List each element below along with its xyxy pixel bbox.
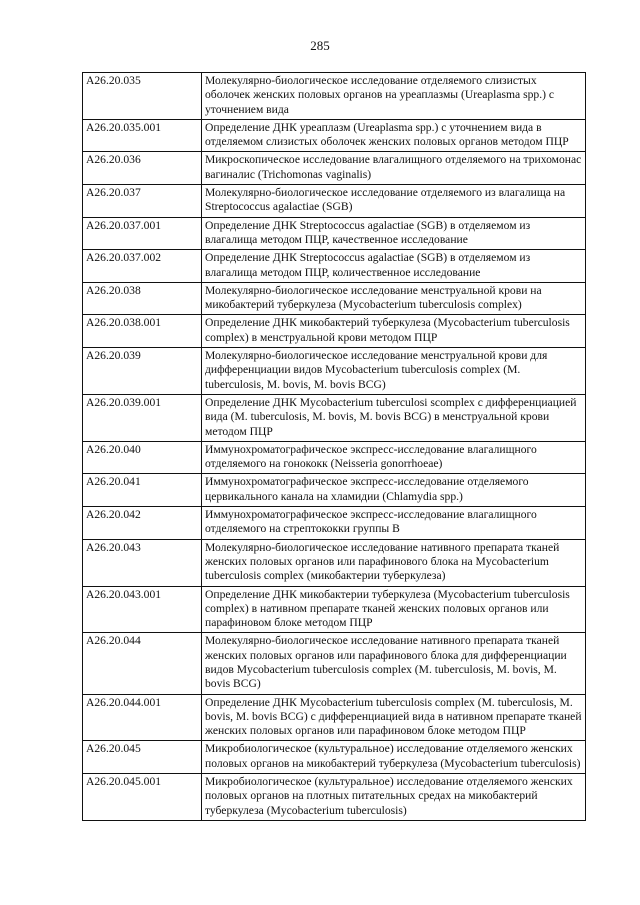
- service-description-cell: Определение ДНК Streptococcus agalactiae (SGB) в отделяемом из влагалища методом ПЦР, качественное исследование: [202, 217, 586, 250]
- service-codes-table-body: [83, 73, 586, 821]
- table-row: [83, 73, 586, 120]
- service-code-cell: A26.20.038: [83, 282, 202, 315]
- table-row: [83, 539, 586, 586]
- service-code-cell: A26.20.035.001: [83, 119, 202, 152]
- table-row: [83, 694, 586, 741]
- service-description-cell: Микроскопическое исследование влагалищного отделяемого на трихомонас вагиналис (Trichomonas vaginalis): [202, 152, 586, 185]
- service-codes-table: [82, 72, 586, 821]
- service-code-cell: A26.20.043: [83, 539, 202, 586]
- service-description-cell: Микробиологическое (культуральное) исследование отделяемого женских половых органов на микобактерий туберкулеза (Mycobacterium tuberculosis): [202, 741, 586, 774]
- service-code-cell: A26.20.042: [83, 507, 202, 540]
- service-code-cell: A26.20.037: [83, 185, 202, 218]
- service-description-cell: Определение ДНК Mycobacterium tuberculosis complex (M. tuberculosis, M. bovis, M. bovis BCG) с дифференциацией вида в нативном препарате тканей женских половых органов или парафиновом блоке методом ПЦР: [202, 694, 586, 741]
- page-number: 285: [310, 38, 330, 53]
- service-description-cell: Молекулярно-биологическое исследование менструальной крови для дифференциации видов Mycobacterium tuberculosis complex (M. tuberculosis, M. bovis, M. bovis BCG): [202, 348, 586, 395]
- service-description-cell: Молекулярно-биологическое исследование нативного препарата тканей женских половых органов или парафинового блока на Mycobacterium tuberculosis complex (микобактерии туберкулеза): [202, 539, 586, 586]
- service-code-cell: A26.20.044: [83, 633, 202, 694]
- service-code-cell: A26.20.043.001: [83, 586, 202, 633]
- service-code-cell: A26.20.037.001: [83, 217, 202, 250]
- service-code-cell: A26.20.044.001: [83, 694, 202, 741]
- service-description-cell: Молекулярно-биологическое исследование отделяемого слизистых оболочек женских половых органов на уреаплазмы (Ureaplasma spp.) с уточнением вида: [202, 73, 586, 120]
- service-code-cell: A26.20.045.001: [83, 774, 202, 821]
- service-description-cell: Определение ДНК микобактерии туберкулеза (Mycobacterium tuberculosis complex) в нативном препарате тканей женских половых органов или парафиновом блоке методом ПЦР: [202, 586, 586, 633]
- table-row: [83, 474, 586, 507]
- service-description-cell: Определение ДНК Streptococcus agalactiae (SGB) в отделяемом из влагалища методом ПЦР, количественное исследование: [202, 250, 586, 283]
- table-row: [83, 152, 586, 185]
- table-row: [83, 348, 586, 395]
- service-code-cell: A26.20.036: [83, 152, 202, 185]
- service-code-cell: A26.20.037.002: [83, 250, 202, 283]
- table-row: [83, 119, 586, 152]
- service-description-cell: Определение ДНК уреаплазм (Ureaplasma spp.) с уточнением вида в отделяемом слизистых оболочек женских половых органов методом ПЦР: [202, 119, 586, 152]
- table-row: [83, 441, 586, 474]
- service-description-cell: Определение ДНК Mycobacterium tuberculosi scomplex с дифференциацией вида (M. tuberculosis, M. bovis, M. bovis BCG) в менструальной крови методом ПЦР: [202, 394, 586, 441]
- service-description-cell: Иммунохроматографическое экспресс-исследование влагалищного отделяемого на гонококк (Neisseria gonorrhoeae): [202, 441, 586, 474]
- service-description-cell: Молекулярно-биологическое исследование отделяемого из влагалища на Streptococcus agalactiae (SGB): [202, 185, 586, 218]
- service-code-cell: A26.20.045: [83, 741, 202, 774]
- table-row: [83, 741, 586, 774]
- service-description-cell: Молекулярно-биологическое исследование менструальной крови на микобактерий туберкулеза (Mycobacterium tuberculosis complex): [202, 282, 586, 315]
- service-code-cell: A26.20.035: [83, 73, 202, 120]
- table-row: [83, 507, 586, 540]
- table-row: [83, 633, 586, 694]
- table-row: [83, 217, 586, 250]
- table-row: [83, 282, 586, 315]
- service-code-cell: A26.20.040: [83, 441, 202, 474]
- service-description-cell: Молекулярно-биологическое исследование нативного препарата тканей женских половых органов или парафинового блока для дифференциации видов Mycobacterium tuberculosis complex (M. tuberculosis, M. bovis, M. bovis BCG): [202, 633, 586, 694]
- service-code-cell: A26.20.039: [83, 348, 202, 395]
- table-row: [83, 250, 586, 283]
- table-row: [83, 394, 586, 441]
- table-row: [83, 315, 586, 348]
- service-code-cell: A26.20.038.001: [83, 315, 202, 348]
- service-description-cell: Определение ДНК микобактерий туберкулеза (Mycobacterium tuberculosis complex) в менструальной крови методом ПЦР: [202, 315, 586, 348]
- table-row: [83, 185, 586, 218]
- service-description-cell: Иммунохроматографическое экспресс-исследование отделяемого цервикального канала на хламидии (Chlamydia spp.): [202, 474, 586, 507]
- service-code-cell: A26.20.041: [83, 474, 202, 507]
- service-description-cell: Иммунохроматографическое экспресс-исследование влагалищного отделяемого на стрептококки группы B: [202, 507, 586, 540]
- service-description-cell: Микробиологическое (культуральное) исследование отделяемого женских половых органов на плотных питательных средах на микобактерий туберкулеза (Mycobacterium tuberculosis): [202, 774, 586, 821]
- table-row: [83, 586, 586, 633]
- service-code-cell: A26.20.039.001: [83, 394, 202, 441]
- table-row: [83, 774, 586, 821]
